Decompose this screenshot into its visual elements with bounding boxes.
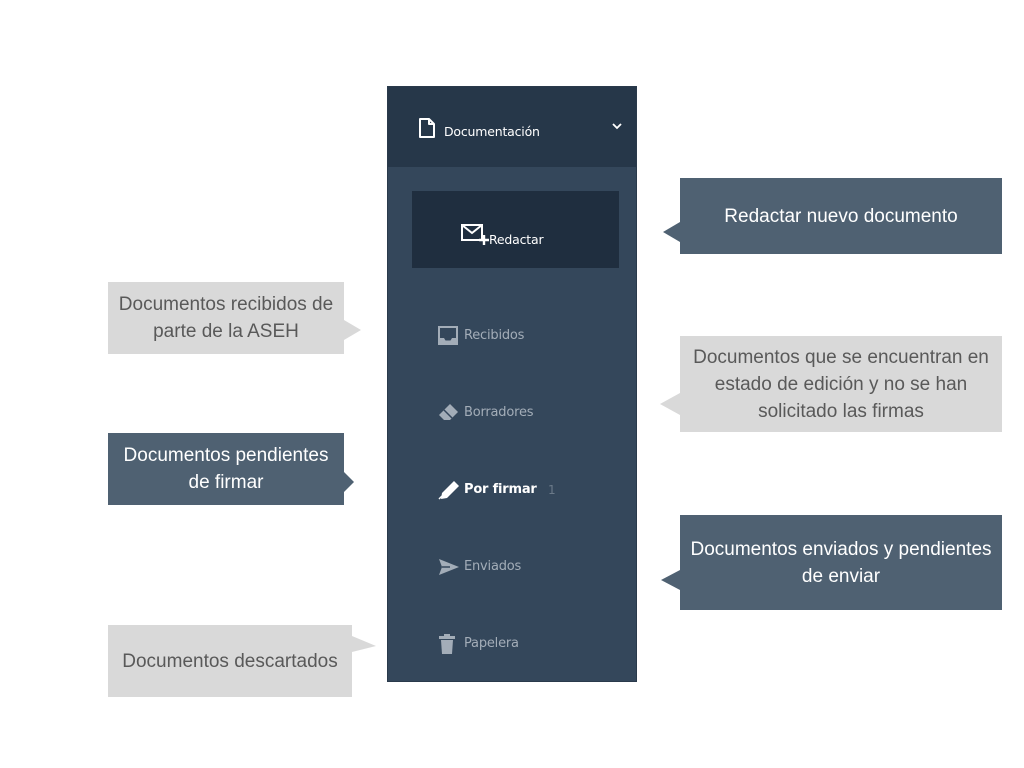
callout-text: Documentos recibidos de parte de la ASEH [118,294,334,342]
sidebar-item-papelera[interactable] [388,624,636,664]
compose-label: Redactar [489,232,544,247]
document-icon [418,118,436,142]
sidebar-item-label: Recibidos [464,328,525,343]
pending-count-badge: 1 [548,483,556,497]
compose-button[interactable] [412,191,619,268]
documentation-sidebar [387,86,637,682]
callout-text: Documentos enviados y pendientes de enviar [690,538,992,587]
callout-drafts [680,336,1002,432]
chevron-down-icon[interactable] [612,115,622,134]
callout-compose [680,178,1002,254]
callout-pointer [344,472,354,492]
callout-pointer [663,222,680,242]
callout-received [108,282,344,354]
sidebar-item-borradores[interactable] [388,393,636,433]
send-icon [438,557,460,577]
callout-pointer [344,320,361,340]
callout-text: Redactar nuevo documento [724,205,958,227]
callout-pointer [661,570,680,590]
callout-pointer [660,393,680,415]
callout-sent [680,515,1002,610]
eraser-icon [438,403,460,423]
sidebar-item-label: Borradores [464,405,534,420]
sidebar-item-label: Enviados [464,559,522,574]
sidebar-item-enviados[interactable] [388,547,636,587]
sidebar-header[interactable] [388,87,636,167]
mail-plus-icon [461,224,489,250]
callout-pointer [352,636,376,652]
callout-text: Documentos pendientes de firmar [123,445,329,493]
callout-text: Documentos que se encuentran en estado de edición y no se han solicitado las firmas [693,346,989,422]
sidebar-item-por-firmar[interactable] [388,470,636,510]
sidebar-item-label: Por firmar [464,482,537,497]
pen-icon [438,480,460,500]
trash-icon [438,634,460,654]
sidebar-title: Documentación [444,124,540,139]
sidebar-item-recibidos[interactable] [388,316,636,356]
sidebar-item-label: Papelera [464,636,519,651]
inbox-icon [438,326,460,346]
callout-text: Documentos descartados [122,650,338,672]
callout-to-sign [108,433,344,505]
callout-trash [108,625,352,697]
